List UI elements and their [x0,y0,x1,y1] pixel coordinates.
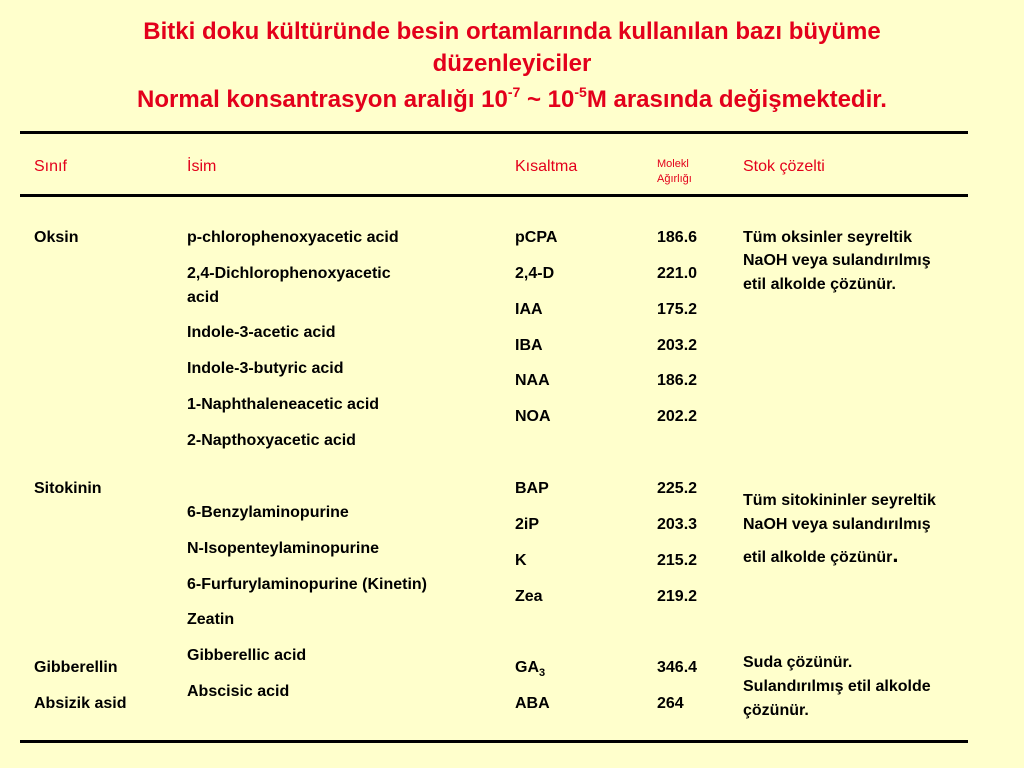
abbr-cell: K [515,552,527,569]
abbr-cell: BAP [515,480,549,497]
mw-cell: 221.0 [657,265,698,282]
name-cell: Indole-3-acetic acid [187,324,336,341]
name-cell: 1-Naphthaleneacetic acid [187,396,380,413]
bottom-rule [20,740,968,743]
name-cell: Indole-3-butyric acid [187,360,344,377]
top-rule [20,131,968,134]
abbr-cell: IBA [515,337,543,354]
name-cell: Zeatin [187,611,235,628]
mw-cell: 225.2 [657,480,698,497]
name-cell: Gibberellic acid [187,647,307,664]
stock-sitokinin-period: . [892,542,899,567]
mw-cell: 264 [657,695,684,712]
header-rule [20,194,968,197]
mw-cell: 346.4 [657,659,698,676]
abbr-cell [515,658,545,678]
stock-oksin-line: NaOH veya sulandırılmış [743,252,931,269]
name-cell: p-chlorophenoxyacetic acid [187,229,399,246]
abbr-cell: Zea [515,588,543,605]
name-cell: N-Isopenteylaminopurine [187,540,380,557]
abbr-cell: pCPA [515,229,558,246]
header-stock: Stok çözelti [743,158,825,175]
mw-cell: 219.2 [657,588,698,605]
mw-cell: 215.2 [657,552,698,569]
mw-cell: 203.2 [657,337,698,354]
stock-sitokinin-text: etil alkolde çözünür [743,549,893,566]
abbr-cell: NAA [515,372,550,389]
name-cell: 6-Benzylaminopurine [187,504,349,521]
header-class: Sınıf [34,158,67,175]
title-line-3 [0,85,1024,114]
name-cell: 2,4-Dichlorophenoxyacetic [187,265,391,282]
stock-sitokinin-line: NaOH veya sulandırılmış [743,516,931,533]
title-exponent-2: -5 [574,84,587,100]
mw-cell: 186.6 [657,229,698,246]
class-absizik: Absizik asid [34,695,127,712]
class-oksin: Oksin [34,229,79,246]
name-cell: Abscisic acid [187,683,290,700]
stock-gib-abs-line: Suda çözünür. [743,654,853,671]
abbr-cell: ABA [515,695,550,712]
title-line-1: Bitki doku kültüründe besin ortamlarında kullanılan bazı büyüme [143,18,881,45]
mw-cell: 186.2 [657,372,698,389]
stock-oksin-line: Tüm oksinler seyreltik [743,229,912,246]
abbr-cell: 2,4-D [515,265,555,282]
title-line-3-prefix: Normal konsantrasyon aralığı 10 [137,86,508,113]
abbr-cell: IAA [515,301,543,318]
mw-cell: 203.3 [657,516,698,533]
header-mw-line-2: Ağırlığı [657,173,692,185]
abbr-cell: NOA [515,408,551,425]
title-exponent-1: -7 [507,84,521,100]
abbr-cell: 2iP [515,516,540,533]
class-gibberellin: Gibberellin [34,659,118,676]
stock-oksin-line: etil alkolde çözünür. [743,276,896,293]
name-cell: 2-Napthoxyacetic acid [187,432,356,449]
mw-cell: 175.2 [657,301,698,318]
mw-cell: 202.2 [657,408,698,425]
class-sitokinin: Sitokinin [34,480,102,497]
title-line-3-suffix: M arasında değişmektedir. [586,86,887,113]
stock-gib-abs-line: Sulandırılmış etil alkolde [743,678,931,695]
name-cell: 6-Furfurylaminopurine (Kinetin) [187,576,427,593]
abbr-ga-subscript: 3 [539,667,546,679]
title-line-3-mid: ~ 10 [520,86,575,113]
stock-sitokinin-line: Tüm sitokininler seyreltik [743,492,936,509]
name-cell: acid [187,289,220,306]
title-line-2: düzenleyiciler [432,50,592,77]
header-abbr: Kısaltma [515,158,578,175]
abbr-ga-base: GA [515,659,539,676]
header-name: İsim [187,158,217,175]
stock-sitokinin-line [743,542,899,568]
stock-gib-abs-line: çözünür. [743,702,809,719]
header-mw-line-1: Molekl [657,158,689,170]
